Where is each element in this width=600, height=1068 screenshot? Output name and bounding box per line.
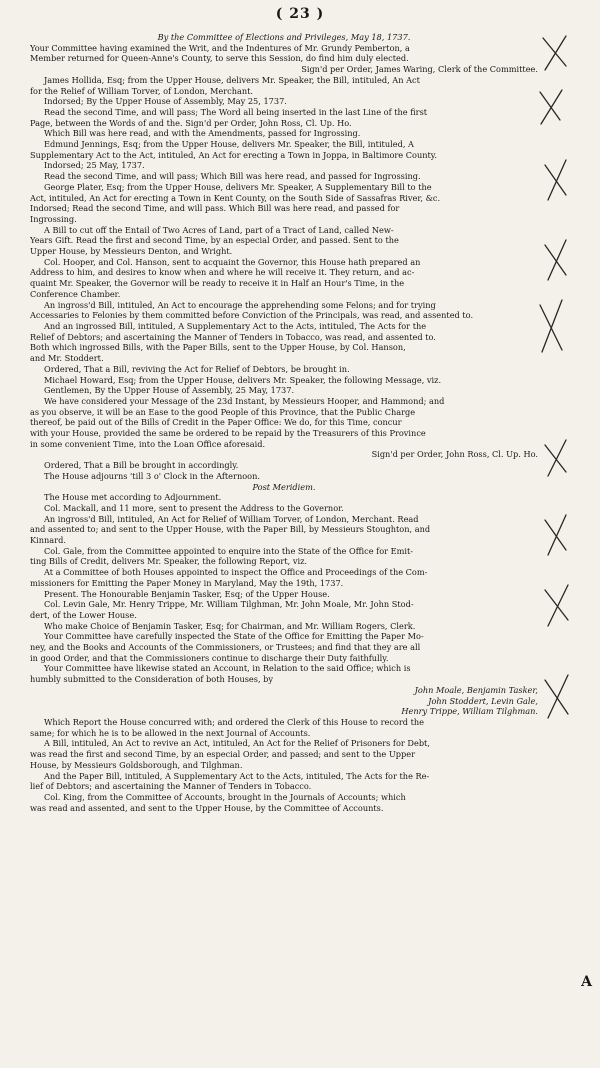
text-line: Col. Mackall, and 11 more, sent to present the Address to the Governor. <box>44 502 344 513</box>
text-line: Years Gift. Read the first and second Time, by an especial Order, and passed. Sent to the <box>30 235 399 246</box>
text-line: for the Relief of William Torver, of London, Merchant. <box>30 85 254 96</box>
text-line: Accessaries to Felonies by them committed before Conviction of the Principals, was read, and assented to. <box>30 310 474 321</box>
text-line: Read the second Time, and will pass; Which Bill was here read, and passed for Ingrossing. <box>44 171 421 182</box>
text-line: Henry Trippe, William Tilghman. <box>401 706 538 717</box>
text-line: Which Bill was here read, and with the Amendments, passed for Ingrossing. <box>44 128 361 139</box>
margin-cross-mark <box>543 36 566 70</box>
text-line: Col. Levin Gale, Mr. Henry Trippe, Mr. William Tilghman, Mr. John Moale, Mr. John Stod- <box>44 599 414 610</box>
text-line: Address to him, and desires to know when and where he will receive it. They return, and ac- <box>30 267 415 278</box>
margin-cross-mark <box>540 90 562 124</box>
text-line: lief of Debtors; and ascertaining the Manner of Tenders in Tobacco. <box>30 781 312 792</box>
text-line: same; for which he is to be allowed in the next Journal of Accounts. <box>30 727 311 738</box>
text-line: Ingrossing. <box>30 213 77 224</box>
text-line: Ordered, That a Bill, reviving the Act for Relief of Debtors, be brought in. <box>44 363 350 374</box>
text-line: and assented to; and sent to the Upper House, with the Paper Bill, by Messieurs Stoughton, and <box>30 524 431 535</box>
text-line: Member returned for Queen-Anne's County, to serve this Session, do find him duly elected. <box>30 53 409 64</box>
text-line: By the Committee of Elections and Privileges, May 18, 1737. <box>157 32 411 42</box>
text-line: Gentlemen, By the Upper House of Assembly, 25 May, 1737. <box>44 385 295 396</box>
text-line: Indorsed; Read the second Time, and will pass. Which Bill was here read, and passed for <box>30 203 400 214</box>
text-line: Ordered, That a Bill be brought in accordingly. <box>44 460 239 471</box>
text-line: Your Committee have likewise stated an Account, in Relation to the said Office; which is <box>44 663 411 674</box>
text-line: An ingross'd Bill, intituled, An Act for Relief of William Torver, of London, Merchant. Read <box>44 513 419 524</box>
text-line: quaint Mr. Speaker, the Governor will be ready to receive it in Half an Hour's Time, in the <box>30 278 405 289</box>
text-line: humbly submitted to the Consideration of both Houses, by <box>30 674 274 685</box>
text-line: John Moale, Benjamin Tasker, <box>414 684 538 695</box>
text-line: Page, between the Words of and the. Sign'd per Order, John Ross, Cl. Up. Ho. <box>30 117 352 128</box>
text-line: House, by Messieurs Goldsborough, and Tilghman. <box>30 759 243 770</box>
text-line: Your Committee have carefully inspected the State of the Office for Emitting the Paper Mo- <box>44 631 424 642</box>
text-line: as you observe, it will be an Ease to the good People of this Province, that the Public Charge <box>30 406 416 417</box>
text-line: Col. Hooper, and Col. Hanson, sent to acquaint the Governor, this House hath prepared an <box>44 256 421 267</box>
text-line: Read the second Time, and will pass; The Word all being inserted in the last Line of the first <box>44 106 428 117</box>
margin-cross-mark <box>545 160 566 200</box>
text-line: And the Paper Bill, intituled, A Supplementary Act to the Acts, intituled, The Acts for the Re- <box>44 770 430 781</box>
text-line: At a Committee of both Houses appointed to inspect the Office and Proceedings of the Com- <box>44 567 428 578</box>
text-line: Michael Howard, Esq; from the Upper House, delivers Mr. Speaker, the following Message, viz. <box>44 374 442 385</box>
text-line: A Bill to cut off the Entail of Two Acres of Land, part of a Tract of Land, called New- <box>44 224 394 235</box>
text-line: ting Bills of Credit, delivers Mr. Speaker, the following Report, viz. <box>30 556 307 567</box>
text-line: Sign'd per Order, James Waring, Clerk of the Committee. <box>301 64 538 75</box>
margin-cross-mark <box>545 240 566 280</box>
text-line: A Bill, intituled, An Act to revive an Act, intituled, An Act for the Relief of Prisoners for Debt, <box>44 738 430 749</box>
text-line: Indorsed; By the Upper House of Assembly, May 25, 1737. <box>44 96 287 107</box>
text-line: The House met according to Adjournment. <box>44 492 222 503</box>
text-line: Conference Chamber. <box>30 288 121 299</box>
text-line: was read and assented, and sent to the Upper House, by the Committee of Accounts. <box>30 802 384 813</box>
text-line: Sign'd per Order, John Ross, Cl. Up. Ho. <box>371 449 538 460</box>
text-line: Upper House, by Messieurs Denton, and Wright. <box>30 246 233 257</box>
text-line: Kinnard. <box>30 535 66 546</box>
text-line: George Plater, Esq; from the Upper House, delivers Mr. Speaker, A Supplementary Bill to the <box>44 181 432 192</box>
margin-cross-mark <box>545 585 568 626</box>
text-line: John Stoddert, Levin Gale, <box>428 695 538 706</box>
text-line: Which Report the House concurred with; and ordered the Clerk of this House to record the <box>44 717 425 727</box>
text-line: The House adjourns 'till 3 o' Clock in the Afternoon. <box>44 470 260 481</box>
margin-cross-mark <box>545 440 566 476</box>
margin-cross-mark <box>545 675 568 718</box>
text-line: in some convenient Time, into the Loan Office aforesaid. <box>30 438 266 449</box>
text-line: Act, intituled, An Act for erecting a Town in Kent County, on the South Side of Sassafras River, &c. <box>30 192 441 203</box>
text-line: Present. The Honourable Benjamin Tasker, Esq; of the Upper House. <box>44 588 330 599</box>
text-line: Indorsed; 25 May, 1737. <box>44 160 145 171</box>
text-line: Col. Gale, from the Committee appointed to enquire into the State of the Office for Emit- <box>44 545 414 556</box>
text-line: Supplementary Act to the Act, intituled, An Act for erecting a Town in Joppa, in Baltimore County. <box>30 149 437 160</box>
text-line: and Mr. Stoddert. <box>30 353 104 364</box>
text-line: in good Order, and that the Commissioners continue to discharge their Duty faithfully. <box>30 652 389 663</box>
page-number: ( 23 ) <box>275 6 325 22</box>
text-line: We have considered your Message of the 23d Instant, by Messieurs Hooper, and Hammond; and <box>44 395 445 406</box>
signature-mark: A <box>581 974 592 990</box>
text-line: was read the first and second Time, by an especial Order, and passed; and sent to the Upper <box>30 749 415 760</box>
text-line: Your Committee having examined the Writ, and the Indentures of Mr. Grundy Pemberton, a <box>30 42 410 53</box>
text-line: Post Meridiem. <box>252 481 316 492</box>
text-line: thereof, be paid out of the Bills of Credit in the Paper Office: We do, for this Time, concur <box>30 417 402 428</box>
text-line: ney, and the Books and Accounts of the Commissioners, or Trustees; and find that they are all <box>30 642 421 653</box>
text-line: with your House, provided the same be ordered to be repaid by the Treasurers of this Province <box>30 428 426 439</box>
margin-cross-mark <box>540 300 562 352</box>
text-line: Who make Choice of Benjamin Tasker, Esq; for Chairman, and Mr. William Rogers, Clerk. <box>44 620 416 631</box>
text-line: Col. King, from the Committee of Accounts, brought in the Journals of Accounts; which <box>44 791 406 802</box>
text-line: Both which ingrossed Bills, with the Paper Bills, sent to the Upper House, by Col. Hanson, <box>30 342 406 353</box>
text-line: missioners for Emitting the Paper Money in Maryland, May the 19th, 1737. <box>30 577 344 588</box>
text-line: An ingross'd Bill, intituled, An Act to encourage the apprehending some Felons; and for trying <box>44 299 436 310</box>
margin-cross-mark <box>545 515 566 555</box>
text-line: Edmund Jennings, Esq; from the Upper House, delivers Mr. Speaker, the Bill, intituled, A <box>44 139 414 150</box>
text-line: James Hollida, Esq; from the Upper House, delivers Mr. Speaker, the Bill, intituled, An Act <box>44 74 420 85</box>
text-line: dert, of the Lower House. <box>30 609 137 620</box>
text-line: Relief of Debtors; and ascertaining the Manner of Tenders in Tobacco, was read, and assented to. <box>30 331 436 342</box>
text-line: And an ingrossed Bill, intituled, A Supplementary Act to the Acts, intituled, The Acts for the <box>44 320 427 331</box>
